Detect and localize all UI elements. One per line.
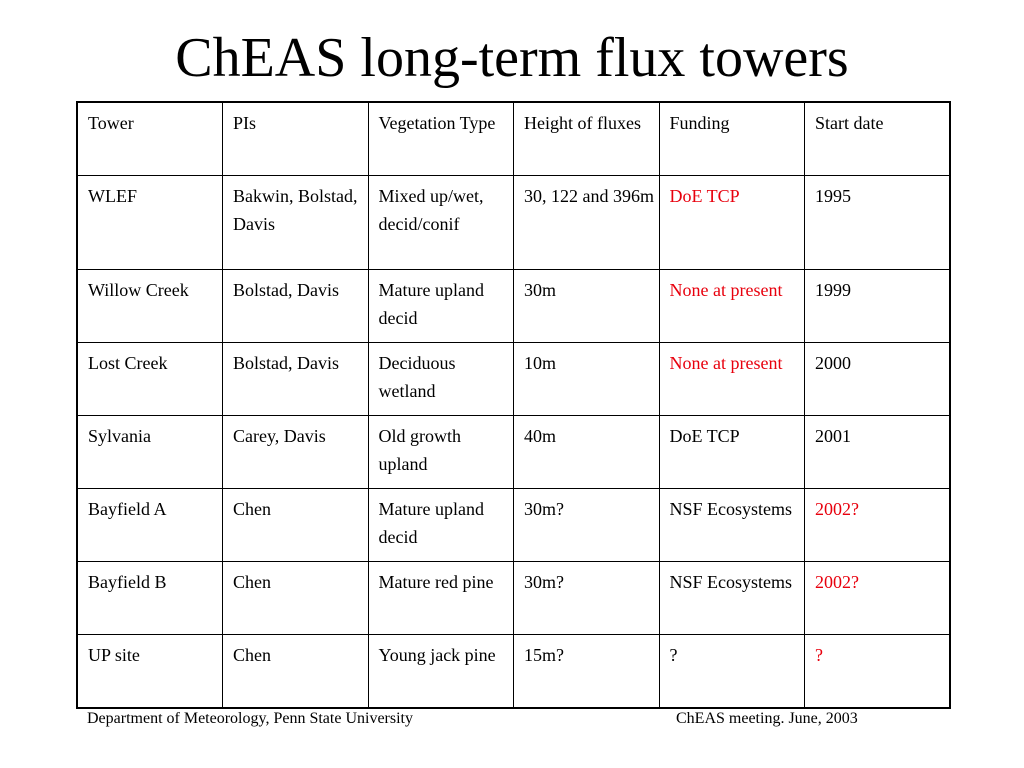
- table-row: [77, 343, 950, 416]
- cell-funding: DoE TCP: [659, 416, 805, 489]
- cell-pis: Bolstad, Davis: [223, 270, 369, 343]
- cell-start-date: 1995: [805, 176, 951, 270]
- table-row: [77, 635, 950, 709]
- cell-height-of-fluxes: 30, 122 and 396m: [514, 176, 660, 270]
- cell-vegetation-type: Mature upland decid: [368, 270, 514, 343]
- cell-height-of-fluxes: 10m: [514, 343, 660, 416]
- slide-title: ChEAS long-term flux towers: [175, 27, 849, 89]
- cell-tower: Bayfield B: [77, 562, 223, 635]
- cell-tower: UP site: [77, 635, 223, 709]
- header-pis: PIs: [223, 102, 369, 176]
- cell-tower: Lost Creek: [77, 343, 223, 416]
- cell-tower: Sylvania: [77, 416, 223, 489]
- table-header-row: [77, 102, 950, 176]
- table-row: [77, 176, 950, 270]
- header-tower: Tower: [77, 102, 223, 176]
- cell-tower: WLEF: [77, 176, 223, 270]
- cell-pis: Chen: [223, 635, 369, 709]
- cell-height-of-fluxes: 15m?: [514, 635, 660, 709]
- header-start-date: Start date: [805, 102, 951, 176]
- table-row: [77, 489, 950, 562]
- cell-funding: ?: [659, 635, 805, 709]
- cell-start-date: 2002?: [805, 489, 951, 562]
- cell-funding: None at present: [659, 270, 805, 343]
- cell-vegetation-type: Young jack pine: [368, 635, 514, 709]
- cell-pis: Bakwin, Bolstad, Davis: [223, 176, 369, 270]
- cell-height-of-fluxes: 30m: [514, 270, 660, 343]
- cell-funding: NSF Ecosystems: [659, 489, 805, 562]
- cell-pis: Bolstad, Davis: [223, 343, 369, 416]
- cell-funding: None at present: [659, 343, 805, 416]
- cell-start-date: 2000: [805, 343, 951, 416]
- cell-pis: Chen: [223, 562, 369, 635]
- cell-vegetation-type: Deciduous wetland: [368, 343, 514, 416]
- header-vegetation-type: Vegetation Type: [368, 102, 514, 176]
- table-row: [77, 270, 950, 343]
- cell-funding: DoE TCP: [659, 176, 805, 270]
- cell-vegetation-type: Old growth upland: [368, 416, 514, 489]
- cell-vegetation-type: Mature red pine: [368, 562, 514, 635]
- cell-start-date: 1999: [805, 270, 951, 343]
- cell-tower: Willow Creek: [77, 270, 223, 343]
- cell-start-date: 2002?: [805, 562, 951, 635]
- cell-start-date: 2001: [805, 416, 951, 489]
- cell-vegetation-type: Mixed up/wet, decid/conif: [368, 176, 514, 270]
- table-row: [77, 562, 950, 635]
- table-row: [77, 416, 950, 489]
- cell-pis: Carey, Davis: [223, 416, 369, 489]
- header-funding: Funding: [659, 102, 805, 176]
- cell-vegetation-type: Mature upland decid: [368, 489, 514, 562]
- flux-towers-table: [76, 101, 951, 709]
- cell-start-date: ?: [805, 635, 951, 709]
- cell-height-of-fluxes: 30m?: [514, 562, 660, 635]
- cell-height-of-fluxes: 40m: [514, 416, 660, 489]
- header-height-of-fluxes: Height of fluxes: [514, 102, 660, 176]
- cell-pis: Chen: [223, 489, 369, 562]
- cell-tower: Bayfield A: [77, 489, 223, 562]
- footer-department: Department of Meteorology, Penn State University: [87, 710, 413, 727]
- cell-funding: NSF Ecosystems: [659, 562, 805, 635]
- footer-meeting: ChEAS meeting. June, 2003: [676, 710, 858, 727]
- cell-height-of-fluxes: 30m?: [514, 489, 660, 562]
